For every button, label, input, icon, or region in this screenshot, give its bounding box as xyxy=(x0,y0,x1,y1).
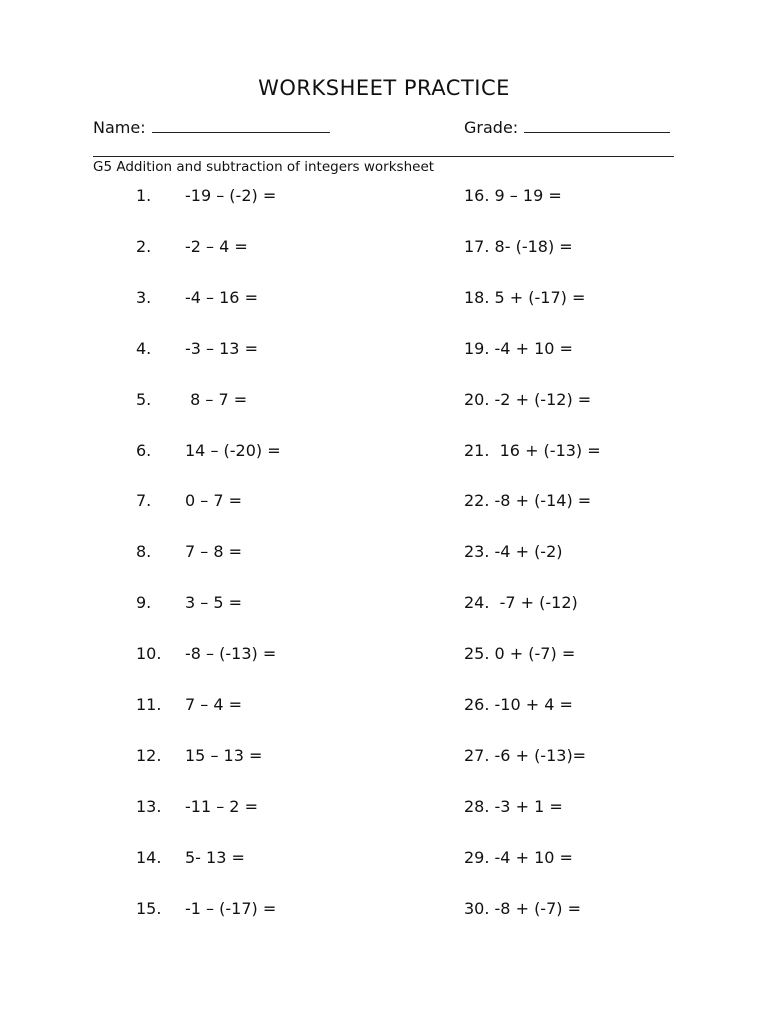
problem-number: 5. xyxy=(136,389,152,409)
problem-item: 30. -8 + (-7) = xyxy=(464,898,581,918)
grade-blank-line xyxy=(524,118,670,133)
problem-number: 14. xyxy=(136,847,162,867)
problem-expression: -19 – (-2) = xyxy=(185,186,277,205)
problem-item: 23. -4 + (-2) xyxy=(464,542,563,562)
problem-row xyxy=(0,186,768,210)
problem-row xyxy=(0,288,768,312)
problem-row xyxy=(0,797,768,821)
problem-number: 2. xyxy=(136,236,152,256)
problem-row xyxy=(0,441,768,465)
problem-item: 17. 8- (-18) = xyxy=(464,236,573,256)
grade-label: Grade: xyxy=(464,118,519,137)
problem-item: 25. 0 + (-7) = xyxy=(464,644,576,664)
problem-expression: -4 – 16 = xyxy=(185,287,258,307)
problem-number: 8. xyxy=(136,542,152,562)
name-blank-line xyxy=(152,118,330,133)
problem-row xyxy=(0,593,768,617)
header-divider xyxy=(93,156,674,157)
worksheet-subtitle: G5 Addition and subtraction of integers worksheet xyxy=(93,159,435,175)
problem-row xyxy=(0,695,768,719)
problem-row xyxy=(0,746,768,770)
problem-item: 16. 9 – 19 = xyxy=(464,186,562,205)
problem-number: 13. xyxy=(136,796,162,816)
problem-row xyxy=(0,339,768,363)
problem-row xyxy=(0,237,768,261)
problem-expression: 15 – 13 = xyxy=(185,745,263,765)
problem-row xyxy=(0,390,768,414)
problem-expression: 8 – 7 = xyxy=(185,389,248,409)
problem-expression: 7 – 8 = xyxy=(185,542,243,562)
problem-number: 15. xyxy=(136,898,162,918)
problem-expression: 3 – 5 = xyxy=(185,593,243,613)
problem-expression: -2 – 4 = xyxy=(185,236,248,256)
problem-item: 18. 5 + (-17) = xyxy=(464,287,586,307)
problem-item: 22. -8 + (-14) = xyxy=(464,491,592,511)
problem-number: 9. xyxy=(136,593,152,613)
problem-row xyxy=(0,644,768,668)
problem-expression: -1 – (-17) = xyxy=(185,898,277,918)
problem-number: 4. xyxy=(136,338,152,358)
problem-item: 20. -2 + (-12) = xyxy=(464,389,592,409)
problem-number: 11. xyxy=(136,695,162,714)
problem-item: 19. -4 + 10 = xyxy=(464,338,573,358)
problem-expression: 5- 13 = xyxy=(185,847,245,867)
problem-expression: 14 – (-20) = xyxy=(185,440,281,460)
worksheet-title: WORKSHEET PRACTICE xyxy=(258,76,510,100)
name-field xyxy=(93,118,330,137)
problem-expression: 7 – 4 = xyxy=(185,695,243,714)
problem-expression: -3 – 13 = xyxy=(185,338,258,358)
problem-number: 1. xyxy=(136,186,152,205)
problem-number: 6. xyxy=(136,440,152,460)
problem-item: 27. -6 + (-13)= xyxy=(464,745,587,765)
problem-number: 10. xyxy=(136,644,162,664)
problem-item: 21. 16 + (-13) = xyxy=(464,440,601,460)
problem-expression: -11 – 2 = xyxy=(185,796,258,816)
problem-item: 29. -4 + 10 = xyxy=(464,847,573,867)
problem-expression: -8 – (-13) = xyxy=(185,644,277,664)
problem-number: 3. xyxy=(136,287,152,307)
name-label: Name: xyxy=(93,118,146,137)
problem-expression: 0 – 7 = xyxy=(185,491,243,511)
grade-field xyxy=(464,118,670,137)
problem-row xyxy=(0,491,768,515)
problem-item: 24. -7 + (-12) xyxy=(464,593,578,613)
problem-row xyxy=(0,899,768,923)
problem-number: 7. xyxy=(136,491,152,511)
problem-row xyxy=(0,848,768,872)
problem-item: 26. -10 + 4 = xyxy=(464,695,573,714)
problem-number: 12. xyxy=(136,745,162,765)
problem-item: 28. -3 + 1 = xyxy=(464,796,563,816)
problem-row xyxy=(0,542,768,566)
